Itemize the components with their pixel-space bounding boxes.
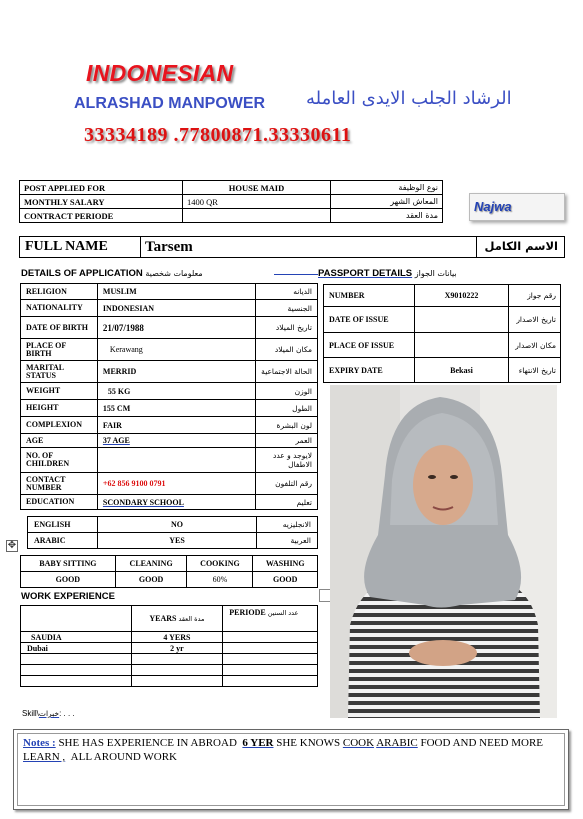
work-periode-arabic: عدد السنين: [267, 609, 299, 617]
work-periode: [223, 643, 318, 654]
passport-label-arabic: تاريخ الاصدار: [509, 307, 561, 333]
detail-row: [21, 434, 318, 448]
skill-header: CLEANING: [115, 556, 187, 572]
detail-label-arabic: مكان الميلاد: [256, 339, 318, 361]
detail-label: PLACE OF BIRTH: [21, 339, 98, 361]
work-periode: [223, 632, 318, 643]
passport-value: [415, 333, 509, 358]
passport-row: [324, 333, 561, 358]
post-value: HOUSE MAID: [183, 181, 331, 195]
skill-value: 60%: [187, 572, 253, 588]
passport-label-arabic: مكان الاصدار: [509, 333, 561, 358]
language-label-arabic: الانجليزيه: [257, 517, 318, 533]
work-row: [21, 665, 318, 676]
detail-row: [21, 284, 318, 300]
language-row: [28, 517, 318, 533]
detail-label: DATE OF BIRTH: [21, 317, 98, 339]
notes-text: [23, 736, 563, 764]
notes-part4: ALL AROUND WORK: [70, 751, 178, 763]
candidate-badge-text: Najwa: [474, 199, 512, 214]
detail-label: HEIGHT: [21, 400, 98, 417]
table-move-handle-icon[interactable]: ✥: [7, 540, 17, 551]
details-heading-arabic: معلومات شخصية: [145, 269, 203, 278]
detail-label: NATIONALITY: [21, 300, 98, 317]
salary-value: 1400 QR: [183, 195, 331, 209]
work-heading: WORK EXPERIENCE: [21, 591, 115, 602]
detail-label: COMPLEXION: [21, 417, 98, 434]
detail-row: [21, 317, 318, 339]
detail-label-arabic: العمر: [256, 434, 318, 448]
work-periode: [223, 665, 318, 676]
work-country: SAUDIA: [21, 632, 132, 643]
detail-value: INDONESIAN: [97, 300, 255, 317]
skill-value: GOOD: [21, 572, 116, 588]
notes-part2: SHE KNOWS: [276, 737, 341, 749]
passport-label: DATE OF ISSUE: [324, 307, 415, 333]
notes-part1: SHE HAS EXPERIENCE IN ABROAD: [58, 737, 237, 749]
detail-label-arabic: الحالة الاجتماعية: [256, 361, 318, 383]
notes-label: Notes :: [23, 737, 56, 749]
detail-row: [21, 473, 318, 495]
skill-line-suffix: : . . .: [59, 709, 75, 718]
language-row: [28, 533, 318, 549]
work-periode: [223, 654, 318, 665]
details-table: [20, 283, 318, 510]
detail-label: NO. OF CHILDREN: [21, 448, 98, 473]
passport-heading: [274, 268, 457, 279]
skill-line-label: Skill\: [22, 709, 39, 718]
notes-years: 6 YER: [242, 737, 274, 749]
detail-value: SCONDARY SCHOOL: [97, 495, 255, 510]
candidate-badge: [469, 193, 565, 221]
work-years: 2 yr: [131, 643, 223, 654]
detail-label: CONTACT NUMBER: [21, 473, 98, 495]
detail-value: 55 KG: [97, 383, 255, 400]
work-header-years: [131, 606, 223, 632]
passport-heading-rule: [274, 274, 318, 275]
nationality-banner: INDONESIAN: [86, 60, 234, 86]
contract-label: CONTRACT PERIODE: [20, 209, 183, 223]
detail-label-arabic: رقم التلفون: [256, 473, 318, 495]
work-years-arabic: مدة العقد: [178, 615, 205, 623]
detail-label-arabic: تعليم: [256, 495, 318, 510]
post-label: POST APPLIED FOR: [20, 181, 183, 195]
detail-row: [21, 383, 318, 400]
detail-value: [97, 448, 255, 473]
detail-value: +62 856 9100 0791: [97, 473, 255, 495]
full-name-label-arabic: الاسم الكامل: [476, 237, 564, 257]
passport-value: [415, 307, 509, 333]
work-years-label: YEARS: [149, 614, 177, 623]
full-name-value: Tarsem: [145, 239, 193, 255]
skills-header-row: [21, 556, 318, 572]
passport-label-arabic: تاريخ الانتهاء: [509, 358, 561, 383]
work-country: [21, 654, 132, 665]
agency-name-arabic: الرشاد الجلب الايدى العامله: [306, 88, 512, 109]
salary-row: [20, 195, 443, 209]
work-country: [21, 676, 132, 687]
detail-row: [21, 495, 318, 510]
passport-table: [323, 284, 561, 383]
passport-label: EXPIRY DATE: [324, 358, 415, 383]
work-row: [21, 676, 318, 687]
passport-heading-text: PASSPORT DETAILS: [318, 268, 413, 279]
skill-value: GOOD: [253, 572, 318, 588]
work-header-periode: [223, 606, 318, 632]
full-name-row: [19, 236, 565, 258]
passport-row: [324, 358, 561, 383]
language-table: [27, 516, 318, 549]
detail-label-arabic: لايوجد و عدد الاطفال: [256, 448, 318, 473]
detail-label: RELIGION: [21, 284, 98, 300]
detail-label: MARITAL STATUS: [21, 361, 98, 383]
skill-line-arabic: خبرات: [38, 709, 60, 718]
detail-row: [21, 339, 318, 361]
work-periode: [223, 676, 318, 687]
detail-label-arabic: الديانه: [256, 284, 318, 300]
contract-value: [183, 209, 331, 223]
detail-label-arabic: الوزن: [256, 383, 318, 400]
agency-phones: 33334189 .77800871.33330611: [84, 124, 352, 146]
work-row: [21, 632, 318, 643]
detail-value: Kerawang: [97, 339, 255, 361]
contract-label-arabic: مدة العقد: [331, 209, 443, 223]
work-years: 4 YERS: [131, 632, 223, 643]
work-experience-table: [20, 605, 318, 687]
skills-table: [20, 555, 318, 588]
detail-label-arabic: الطول: [256, 400, 318, 417]
detail-row: [21, 400, 318, 417]
language-label: ARABIC: [28, 533, 98, 549]
notes-arabic: ARABIC: [376, 737, 418, 749]
contract-row: [20, 209, 443, 223]
work-country: [21, 665, 132, 676]
work-header-row: [21, 606, 318, 632]
detail-label-arabic: لون البشرة: [256, 417, 318, 434]
salary-label-arabic: المعاش الشهر: [331, 195, 443, 209]
skill-value: GOOD: [115, 572, 187, 588]
post-label-arabic: نوع الوظيفة: [331, 181, 443, 195]
passport-label-arabic: رقم جواز: [509, 285, 561, 307]
detail-value: FAIR: [97, 417, 255, 434]
notes-learn: LEARN ,: [23, 751, 66, 763]
candidate-photo-illustration: [330, 385, 557, 718]
post-table: [19, 180, 443, 223]
work-row: [21, 654, 318, 665]
language-value: YES: [98, 533, 257, 549]
work-years: [131, 665, 223, 676]
skill-line: [22, 709, 75, 718]
work-years: [131, 654, 223, 665]
passport-label: PLACE OF ISSUE: [324, 333, 415, 358]
skill-header: COOKING: [187, 556, 253, 572]
detail-label-arabic: تاريخ الميلاد: [256, 317, 318, 339]
work-periode-label: PERIODE: [229, 608, 266, 617]
detail-row: [21, 448, 318, 473]
details-heading: [21, 268, 203, 279]
passport-row: [324, 285, 561, 307]
details-heading-text: DETAILS OF APPLICATION: [21, 268, 143, 279]
salary-label: MONTHLY SALARY: [20, 195, 183, 209]
detail-value: 21/07/1988: [97, 317, 255, 339]
detail-label-arabic: الجنسية: [256, 300, 318, 317]
post-row: [20, 181, 443, 195]
language-value: NO: [98, 517, 257, 533]
candidate-photo: [330, 385, 557, 718]
notes-cook: COOK: [342, 737, 375, 749]
skill-header: BABY SITTING: [21, 556, 116, 572]
work-header-country: [21, 606, 132, 632]
work-row: [21, 643, 318, 654]
skill-header: WASHING: [253, 556, 318, 572]
agency-name-english: ALRASHAD MANPOWER: [74, 95, 266, 112]
language-label: ENGLISH: [28, 517, 98, 533]
detail-label: AGE: [21, 434, 98, 448]
passport-value: X9010222: [415, 285, 509, 307]
detail-value: MERRID: [97, 361, 255, 383]
detail-row: [21, 300, 318, 317]
full-name-label: FULL NAME: [20, 237, 141, 257]
detail-row: [21, 361, 318, 383]
passport-row: [324, 307, 561, 333]
detail-label: WEIGHT: [21, 383, 98, 400]
detail-label: EDUCATION: [21, 495, 98, 510]
notes-part3: FOOD AND NEED MORE: [420, 737, 544, 749]
work-country: Dubai: [21, 643, 132, 654]
passport-heading-arabic: بيانات الجواز: [414, 269, 457, 278]
detail-value: MUSLIM: [97, 284, 255, 300]
detail-value: 37 AGE: [97, 434, 255, 448]
passport-label: NUMBER: [324, 285, 415, 307]
language-label-arabic: العربية: [257, 533, 318, 549]
work-years: [131, 676, 223, 687]
skills-value-row: [21, 572, 318, 588]
detail-row: [21, 417, 318, 434]
detail-value: 155 CM: [97, 400, 255, 417]
passport-value: Bekasi: [415, 358, 509, 383]
